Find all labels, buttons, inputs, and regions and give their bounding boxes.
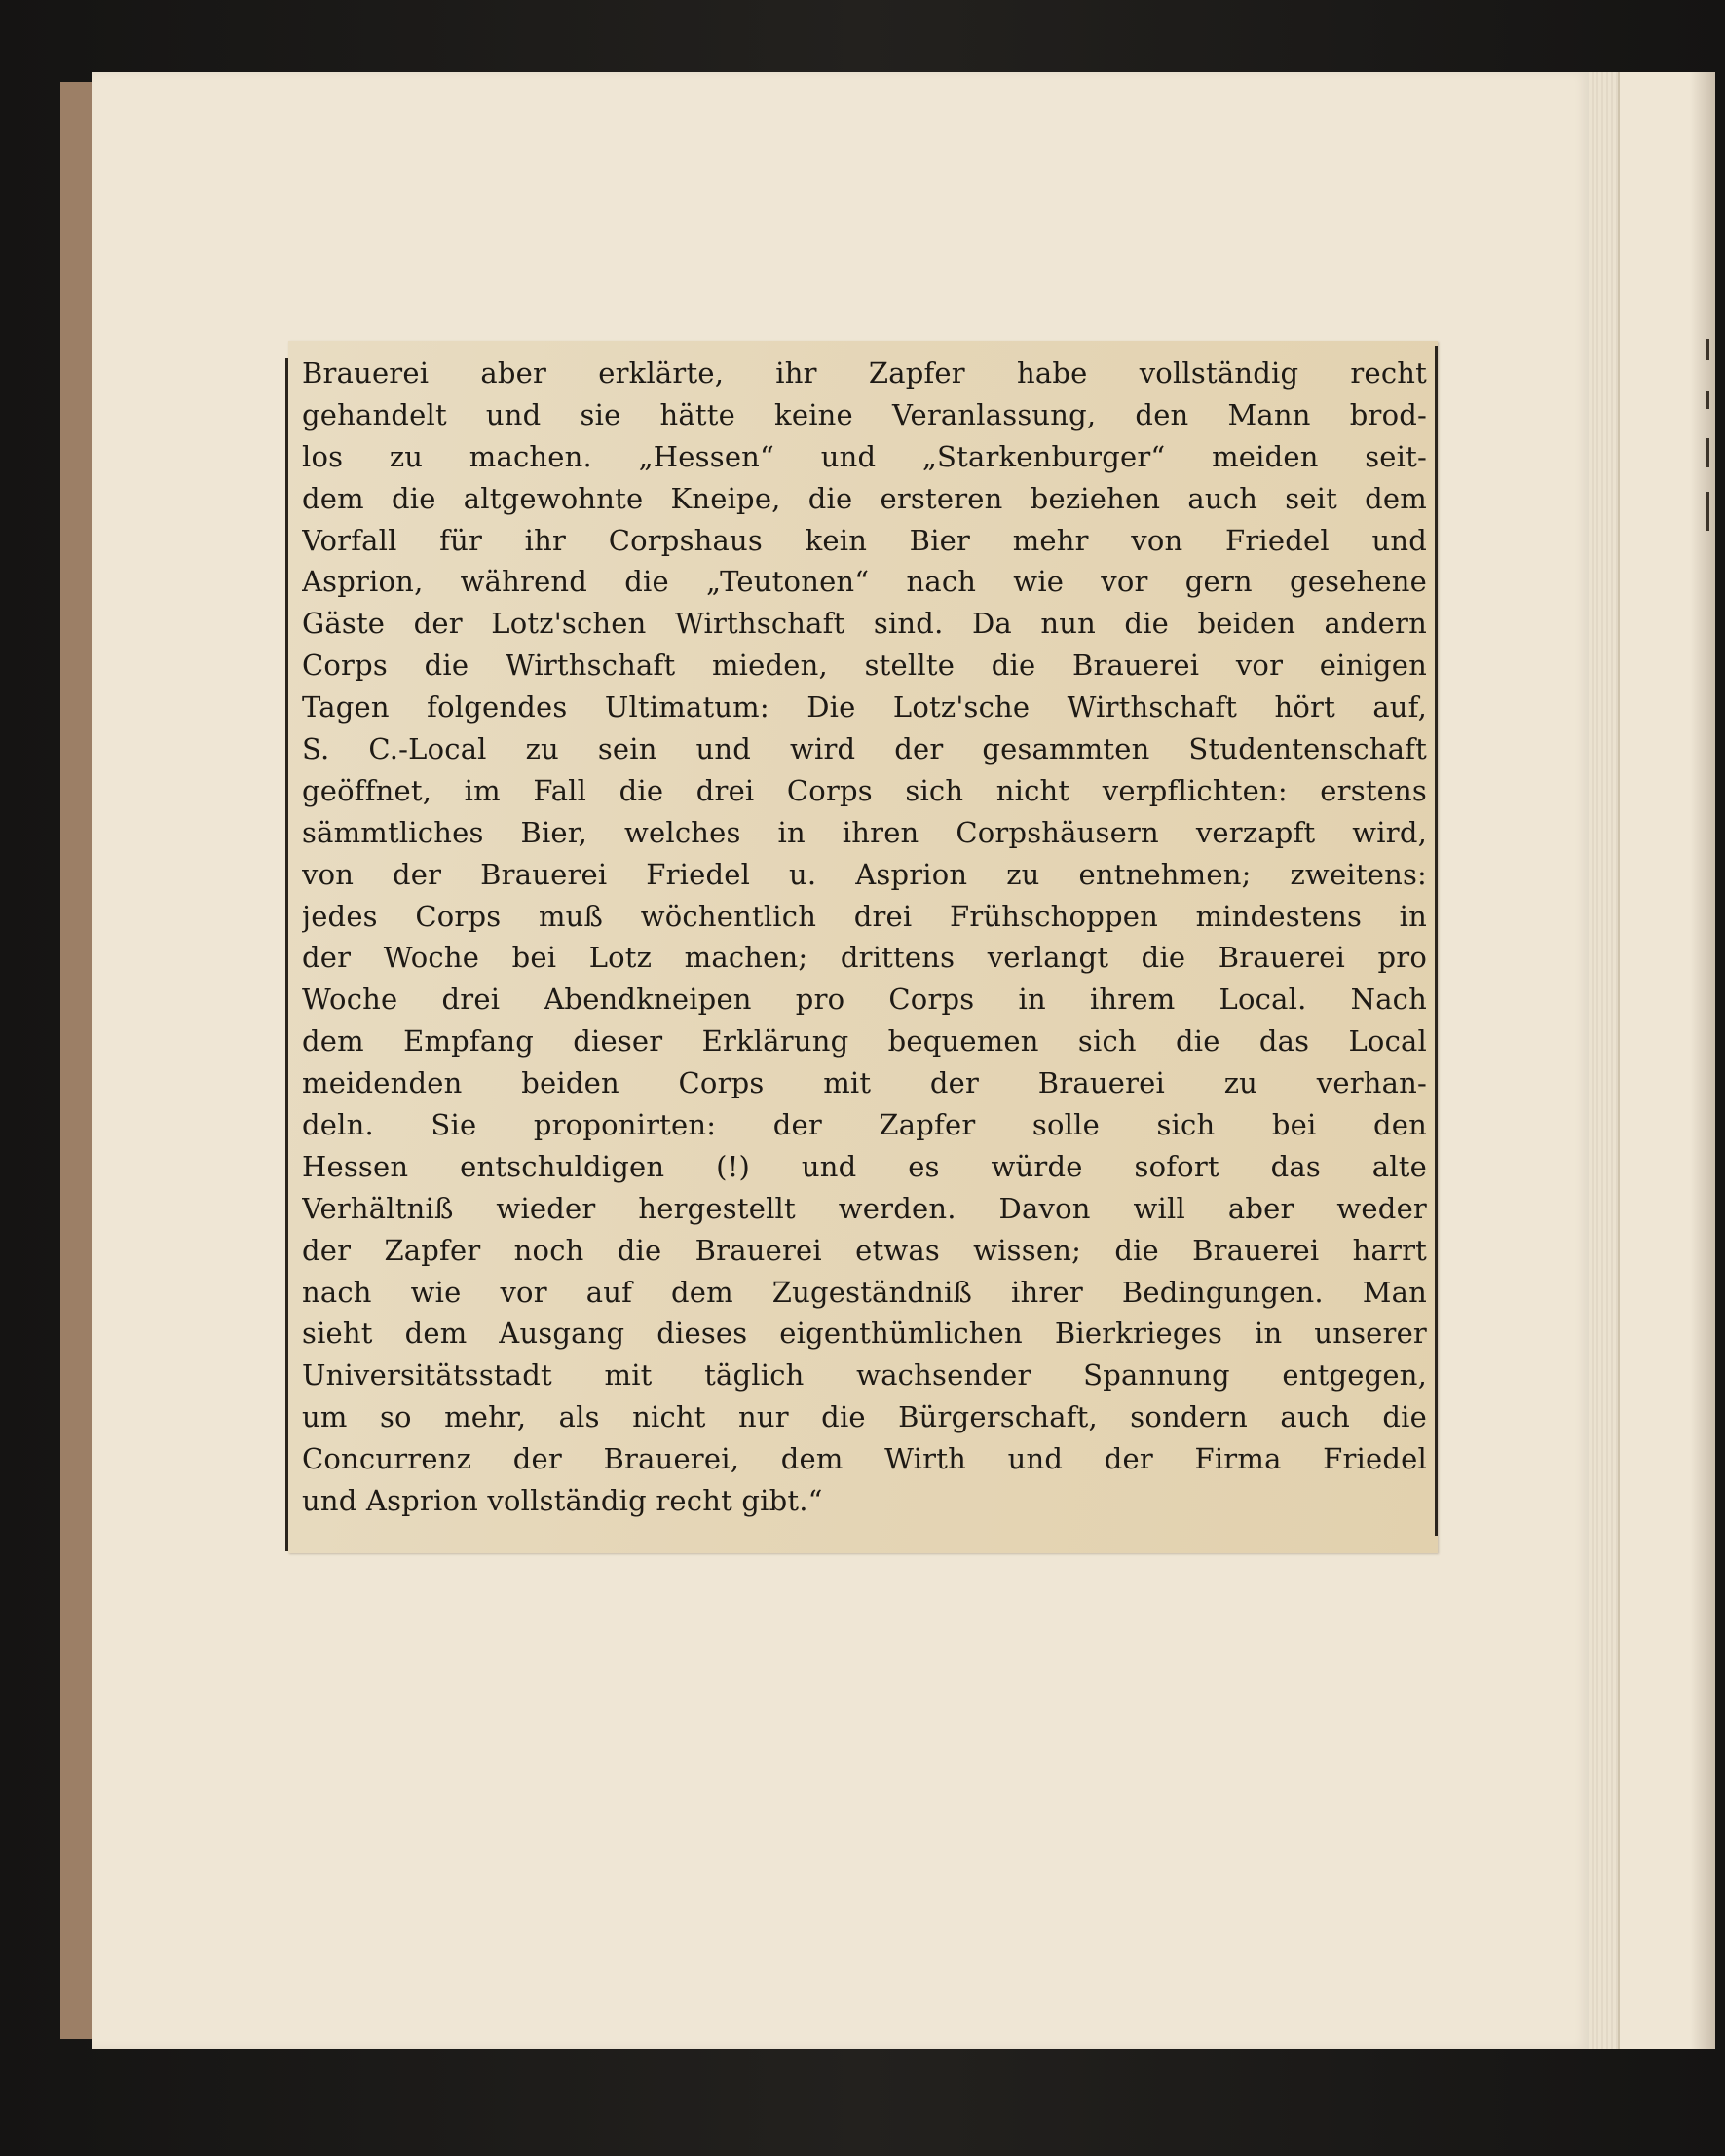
text-line: Hessen entschuldigen (!) und es würde sofort das alte — [302, 1149, 1427, 1183]
text-line: gehandelt und sie hätte keine Veranlassung, den Mann brod- — [302, 397, 1427, 431]
text-line: Corps die Wirthschaft mieden, stellte die Brauerei vor einigen — [302, 649, 1427, 683]
text-line: Vorfall für ihr Corpshaus kein Bier mehr von Friedel und — [302, 523, 1427, 557]
column-rule-left — [285, 358, 288, 1551]
text-line: S. C.-Local zu sein und wird der gesammten Studentenschaft — [302, 732, 1427, 766]
text-line: meidenden beiden Corps mit der Brauerei zu verhan- — [302, 1066, 1427, 1100]
text-line: dem die altgewohnte Kneipe, die ersteren beziehen auch seit dem — [302, 481, 1427, 515]
text-line: Verhältniß wieder hergestellt werden. Davon will aber weder — [302, 1191, 1427, 1225]
text-line: sieht dem Ausgang dieses eigenthümlichen Bierkrieges in unserer — [302, 1317, 1427, 1351]
text-line: Tagen folgendes Ultimatum: Die Lotz'sche Wirthschaft hört auf, — [302, 690, 1427, 725]
text-line: Woche drei Abendkneipen pro Corps in ihrem Local. Nach — [302, 983, 1427, 1017]
facing-page-mark — [1706, 339, 1709, 360]
text-line: sämmtliches Bier, welches in ihren Corpshäusern verzapft wird, — [302, 815, 1427, 849]
text-line: nach wie vor auf dem Zugeständniß ihrer Bedingungen. Man — [302, 1275, 1427, 1309]
text-line: der Zapfer noch die Brauerei etwas wissen; die Brauerei harrt — [302, 1233, 1427, 1267]
text-line: Universitätsstadt mit täglich wachsender Spannung entgegen, — [302, 1358, 1427, 1393]
facing-page-mark — [1706, 391, 1709, 409]
text-line: der Woche bei Lotz machen; drittens verlangt die Brauerei pro — [302, 941, 1427, 975]
text-line: Gäste der Lotz'schen Wirthschaft sind. Da nun die beiden andern — [302, 607, 1427, 641]
facing-page-shadow — [1690, 72, 1715, 2049]
text-line: Brauerei aber erklärte, ihr Zapfer habe vollständig recht — [302, 356, 1427, 390]
text-line: Concurrenz der Brauerei, dem Wirth und der Firma Friedel — [302, 1442, 1427, 1476]
clipping-text — [302, 353, 1427, 1522]
facing-page-mark — [1706, 492, 1709, 531]
text-line: und Asprion vollständig recht gibt.“ — [302, 1484, 823, 1518]
text-line: deln. Sie proponirten: der Zapfer solle sich bei den — [302, 1108, 1427, 1142]
text-line: dem Empfang dieser Erklärung bequemen sich die das Local — [302, 1024, 1427, 1059]
text-line: jedes Corps muß wöchentlich drei Frühschoppen mindestens in — [302, 899, 1427, 933]
text-line: von der Brauerei Friedel u. Asprion zu entnehmen; zweitens: — [302, 857, 1427, 891]
text-line: los zu machen. „Hessen“ und „Starkenburger“ meiden seit- — [302, 439, 1427, 473]
text-line: geöffnet, im Fall die drei Corps sich nicht verpflichten: erstens — [302, 773, 1427, 807]
column-rule-right — [1435, 346, 1438, 1536]
page-edge-stack — [1589, 72, 1618, 2049]
text-line: um so mehr, als nicht nur die Bürgerschaft, sondern auch die — [302, 1400, 1427, 1434]
text-line: Asprion, während die „Teutonen“ nach wie vor gern gesehene — [302, 565, 1427, 599]
facing-page-mark — [1706, 438, 1709, 467]
